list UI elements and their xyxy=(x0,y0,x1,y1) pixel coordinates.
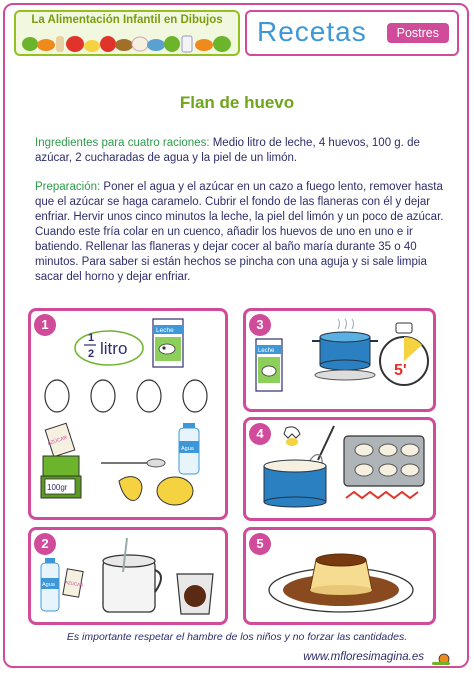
recipe-title: Flan de huevo xyxy=(179,93,295,112)
egg-icon xyxy=(45,380,69,412)
water-label-2: Agua xyxy=(42,582,55,588)
vegetables-illustration xyxy=(20,30,238,54)
ingredients-section xyxy=(35,136,445,166)
step-2-illustration xyxy=(31,530,225,622)
step-5-number: 5 xyxy=(249,533,271,555)
water-label: Agua xyxy=(181,446,194,452)
cracked-egg-icon xyxy=(284,427,300,446)
step-2-number: 2 xyxy=(34,533,56,555)
footer-note: Es importante respetar el hambre de los niños y no forzar las cantidades. xyxy=(66,631,408,643)
preparation-label: Preparación: xyxy=(35,181,101,193)
pot-icon xyxy=(312,319,378,380)
step-4-illustration xyxy=(246,420,433,518)
saucepan-icon xyxy=(103,538,161,612)
lemon-icon xyxy=(157,477,193,505)
half-numerator: 1 xyxy=(88,332,95,344)
step-5-illustration xyxy=(246,530,433,622)
egg-icon xyxy=(137,380,161,412)
site-title: La Alimentación Infantil en Dibujos xyxy=(31,14,223,26)
sugar-packet-label: AZÚCAR xyxy=(64,579,84,588)
milk-carton-icon xyxy=(256,339,282,391)
step-3-panel xyxy=(243,308,436,412)
half-denominator: 2 xyxy=(88,348,95,360)
category-badge: Postres xyxy=(387,23,449,43)
sugar-scale-icon xyxy=(41,423,81,498)
preparation-section xyxy=(35,180,445,285)
water-bottle-icon xyxy=(179,423,199,474)
section-header xyxy=(245,10,459,56)
ingredients-text: Medio litro de leche, 4 huevos, 100 g. de azúcar, 2 cucharadas de agua y la piel de un limón. xyxy=(35,137,420,164)
lemon-peel-icon xyxy=(119,477,142,501)
snail-icon xyxy=(430,652,452,666)
preparation-text: Poner el agua y el azúcar en un cazo a fuego lento, remover hasta que el azúcar se haga caramelo. Cubrir el fondo de las flaneras con él y dejar enfriar. Hervir unos cinco minutos la leche, la piel del limón y un poco de azúcar. Cuando este fría colar en un cuenco, añadir los huevos de uno en uno e ir batiendo. Rellenar las flaneras y dejar cocer al baño maría durante 35 o 40 minutos. Para saber si están hechos se pincha con una aguja y si sale limpia sacar del horno y dejar enfriar. xyxy=(35,181,444,283)
site-header-banner xyxy=(14,10,240,56)
egg-icon xyxy=(183,380,207,412)
ingredients-label: Ingredientes para cuatro raciones: xyxy=(35,137,210,149)
egg-icon xyxy=(91,380,115,412)
sugar-packet-icon xyxy=(63,569,85,597)
step-1-number: 1 xyxy=(34,314,56,336)
baking-tray-icon xyxy=(344,436,424,498)
step-3-illustration xyxy=(246,311,433,409)
milk-carton-icon xyxy=(153,319,183,367)
spoon-icon xyxy=(101,459,165,467)
timer-icon xyxy=(380,323,428,385)
litro-label: litro xyxy=(100,339,128,358)
scale-reading: 100gr xyxy=(47,483,68,492)
step-3-number: 3 xyxy=(249,314,271,336)
sugar-bag-label: AZÚCAR xyxy=(46,434,69,447)
step-1-panel xyxy=(28,308,228,520)
bowl-icon xyxy=(264,460,326,507)
water-bottle-icon xyxy=(41,558,59,611)
flan-plate-icon xyxy=(269,554,413,612)
step-2-panel xyxy=(28,527,228,625)
step-4-number: 4 xyxy=(249,423,271,445)
step-4-panel xyxy=(243,417,436,521)
flan-mold-icon xyxy=(177,574,213,614)
website-link[interactable]: www.mfloresimagina.es xyxy=(303,651,424,663)
milk-label: Leche xyxy=(156,327,174,334)
step-1-illustration xyxy=(31,311,225,517)
milk-label-3: Leche xyxy=(258,348,275,354)
section-title: Recetas xyxy=(257,16,367,47)
timer-label: 5' xyxy=(394,362,407,379)
step-5-panel xyxy=(243,527,436,625)
